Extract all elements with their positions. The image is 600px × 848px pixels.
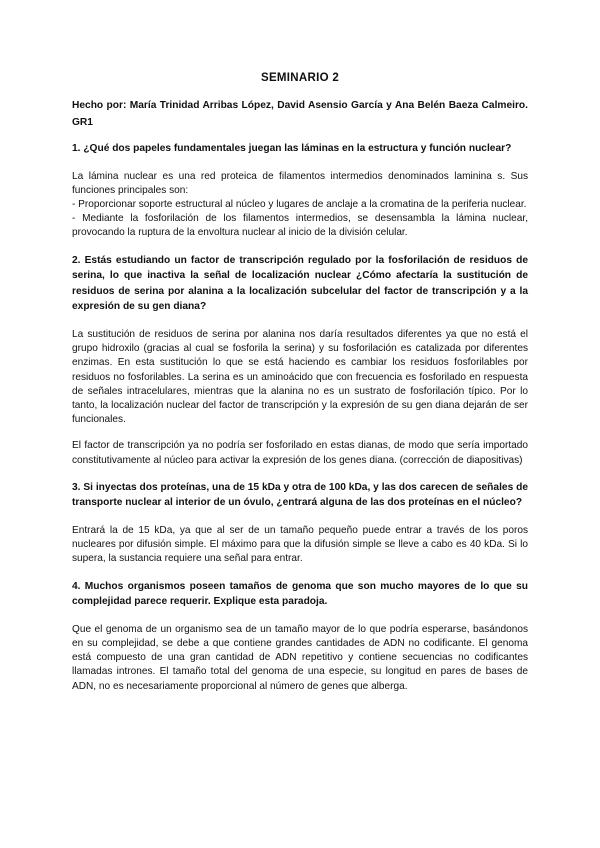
question-1: 1. ¿Qué dos papeles fundamentales juegan las láminas en la estructura y función nuclear? (72, 143, 512, 154)
answer-2-paragraph-1: La sustitución de residuos de serina por alanina nos daría resultados diferentes ya que no está el grupo hidroxilo (gracias al cual se fosforila la serina) y su fosforilación es catalizada por diferentes enzimas. En esta sustitución lo que se está haciendo es cambiar los residuos fosforilables por residuos no fosforilables. La serina es un aminoácido que con frecuencia es fosforilado en respuesta de señales intracelulares, mientras que la alanina no es un sustrato de fosforilación típico. Por lo tanto, la localización nuclear del factor de transcripción y la expresión de su gen diana dejarán de ser funcionales. (72, 328, 528, 426)
document-page (72, 72, 528, 706)
answer-1-line-2: - Proporcionar soporte estructural al núcleo y lugares de anclaje a la cromatina de la periferia nuclear. (72, 199, 527, 210)
answer-3-paragraph-1: Entrará la de 15 kDa, ya que al ser de un tamaño pequeño puede entrar a través de los poros nucleares por difusión simple. El máximo para que la difusión simple se lleve a cabo es 40 kDa. Si lo supera, la sustancia requiere una señal para entrar. (72, 525, 528, 565)
answer-4-paragraph-1: Que el genoma de un organismo sea de un tamaño mayor de lo que podría esperarse, basándonos en su complejidad, se debe a que contiene grandes cantidades de ADN no codificante. El genoma está compuesto de una gran cantidad de ADN repetitivo y contiene secuencias no codificantes llamadas intrones. El tamaño total del genoma de una especie, su longitud en pares de bases de ADN, no es necesariamente proporcional al número de genes que alberga. (72, 623, 528, 692)
question-4: 4. Muchos organismos poseen tamaños de genoma que son mucho mayores de lo que su complejidad parece requerir. Explique esta paradoja. (72, 580, 528, 608)
answer-1-paragraph-1 (72, 170, 528, 241)
answer-1-line-1: La lámina nuclear es una red proteica de filamentos intermedios denominados laminina s. Sus funciones principales son: (72, 170, 528, 196)
answer-1-line-3: - Mediante la fosforilación de los filamentos intermedios, se desensambla la lámina nuclear, provocando la ruptura de la envoltura nuclear al inicio de la división celular. (72, 213, 528, 239)
document-title: SEMINARIO 2 (260, 72, 340, 84)
answer-2-paragraph-2: El factor de transcripción ya no podría ser fosforilado en estas dianas, de modo que sería importado constitutivamente al núcleo para activar la expresión de los genes diana. (corrección de diapositivas) (72, 440, 528, 466)
document-authors: Hecho por: María Trinidad Arribas López, David Asensio García y Ana Belén Baeza Calmeiro. GR1 (72, 100, 528, 128)
question-2: 2. Estás estudiando un factor de transcripción regulado por la fosforilación de residuos de serina, lo que inactiva la señal de localización nuclear ¿Cómo afectaría la sustitución de residuos de serina por alanina a la localización subcelular del factor de transcripción y a la expresión de su gen diana? (72, 254, 528, 313)
question-3: 3. Si inyectas dos proteínas, una de 15 kDa y otra de 100 kDa, y las dos carecen de señales de transporte nuclear al interior de un óvulo, ¿entrará alguna de las dos proteínas en el núcleo? (72, 481, 528, 509)
